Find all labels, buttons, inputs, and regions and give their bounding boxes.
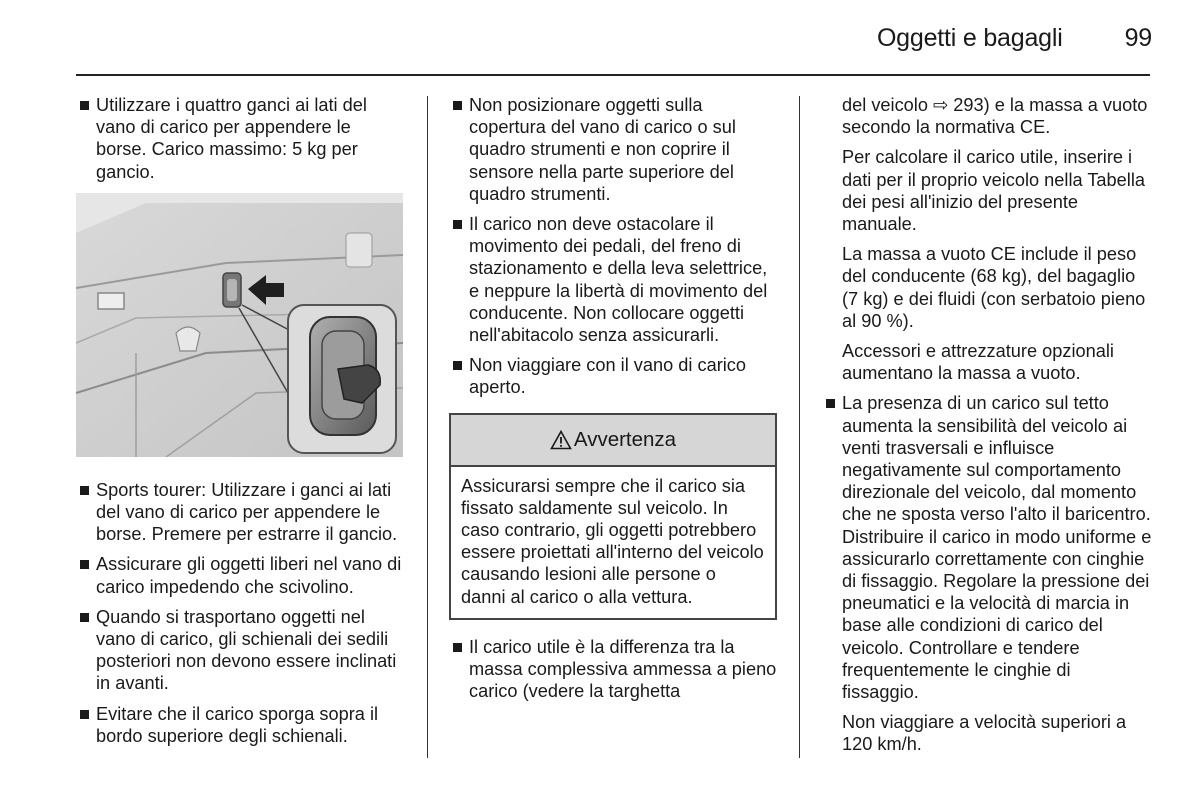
- paragraph: Accessori e attrezzature opzionali aumentano la massa a vuoto.: [842, 341, 1114, 384]
- bullet-square-icon: [80, 613, 89, 622]
- paragraph: del veicolo ⇨ 293) e la massa a vuoto secondo la normativa CE.: [842, 95, 1148, 138]
- bullet-square-icon: [453, 101, 462, 110]
- bullet-square-icon: [80, 486, 89, 495]
- list-item: Assicurare gli oggetti liberi nel vano di carico impedendo che scivolino.: [76, 553, 406, 597]
- warning-header: [451, 415, 775, 467]
- list-item: Il carico non deve ostacolare il movimento dei pedali, del freno di stazionamento e della leva selettrice, e neppure la libertà di movimento del conducente. Non collocare oggetti nell'abitacolo senza assicurarli.: [449, 213, 779, 346]
- warning-title: Avvertenza: [573, 427, 677, 451]
- list-item: Evitare che il carico sporga sopra il bordo superiore degli schienali.: [76, 703, 406, 747]
- list-item: Sports tourer: Utilizzare i ganci ai lati del vano di carico per appendere le borse. Premere per estrarre il gancio.: [76, 479, 406, 546]
- warning-triangle-icon: [550, 430, 572, 450]
- cargo-hook-illustration: [76, 193, 403, 457]
- bullet-square-icon: [80, 560, 89, 569]
- list-item: Non posizionare oggetti sulla copertura del vano di carico o sul quadro strumenti e non coprire il sensore nella parte superiore del quadro strumenti.: [449, 94, 779, 205]
- column-divider: [427, 96, 428, 758]
- list-item: Quando si trasportano oggetti nel vano di carico, gli schienali dei sedili posteriori non devono essere inclinati in avanti.: [76, 606, 406, 695]
- header-rule: [76, 74, 1150, 76]
- page-number: 99: [1124, 24, 1152, 52]
- bullet-square-icon: [453, 361, 462, 370]
- bullet-list: [449, 94, 779, 399]
- warning-text: Assicurarsi sempre che il carico sia fissato saldamente sul veicolo. In caso contrario, gli oggetti potrebbero essere proiettati all'interno del veicolo causando lesioni alle persone o danni al carico o alla vettura.: [461, 475, 764, 607]
- bullet-square-icon: [80, 101, 89, 110]
- bullet-list: [76, 479, 406, 747]
- list-item: Non viaggiare con il vano di carico aperto.: [449, 354, 779, 398]
- column-1: [76, 94, 406, 755]
- column-divider: [799, 96, 800, 758]
- bullet-square-icon: [80, 710, 89, 719]
- paragraph: Per calcolare il carico utile, inserire i dati per il proprio veicolo nella Tabella dei pesi all'inizio del presente manuale.: [842, 147, 1145, 235]
- list-item: Utilizzare i quattro ganci ai lati del vano di carico per appendere le borse. Carico massimo: 5 kg per gancio.: [76, 94, 406, 183]
- bullet-list: [76, 94, 406, 183]
- column-2: [449, 94, 779, 710]
- warning-box: [449, 413, 777, 620]
- paragraph: La massa a vuoto CE include il peso del conducente (68 kg), del bagaglio (7 kg) e dei fluidi (con serbatoio pieno al 90 %).: [842, 244, 1146, 331]
- list-item: Il carico utile è la differenza tra la massa complessiva ammessa a pieno carico (vedere la targhetta: [449, 636, 779, 703]
- bullet-list: [449, 636, 779, 703]
- column-3: [822, 94, 1152, 764]
- bullet-list: [822, 392, 1152, 703]
- list-item: La presenza di un carico sul tetto aumenta la sensibilità del veicolo ai venti trasversali e influisce negativamente sul comportamento direzionale del veicolo, dal momento che ne sposta verso l'alto il baricentro. Distribuire il carico in modo uniforme e assicurarlo correttamente con cinghie di fissaggio. Regolare la pressione dei pneumatici e la velocità di marcia in base alle condizioni di carico del veicolo. Controllare e tendere frequentemente le cinghie di fissaggio.: [822, 392, 1152, 703]
- paragraph: Non viaggiare a velocità superiori a 120 km/h.: [842, 712, 1127, 755]
- bullet-square-icon: [453, 643, 462, 652]
- section-title: Oggetti e bagagli: [876, 24, 1063, 52]
- bullet-square-icon: [453, 220, 462, 229]
- bullet-square-icon: [826, 399, 835, 408]
- page-header: [877, 24, 1152, 53]
